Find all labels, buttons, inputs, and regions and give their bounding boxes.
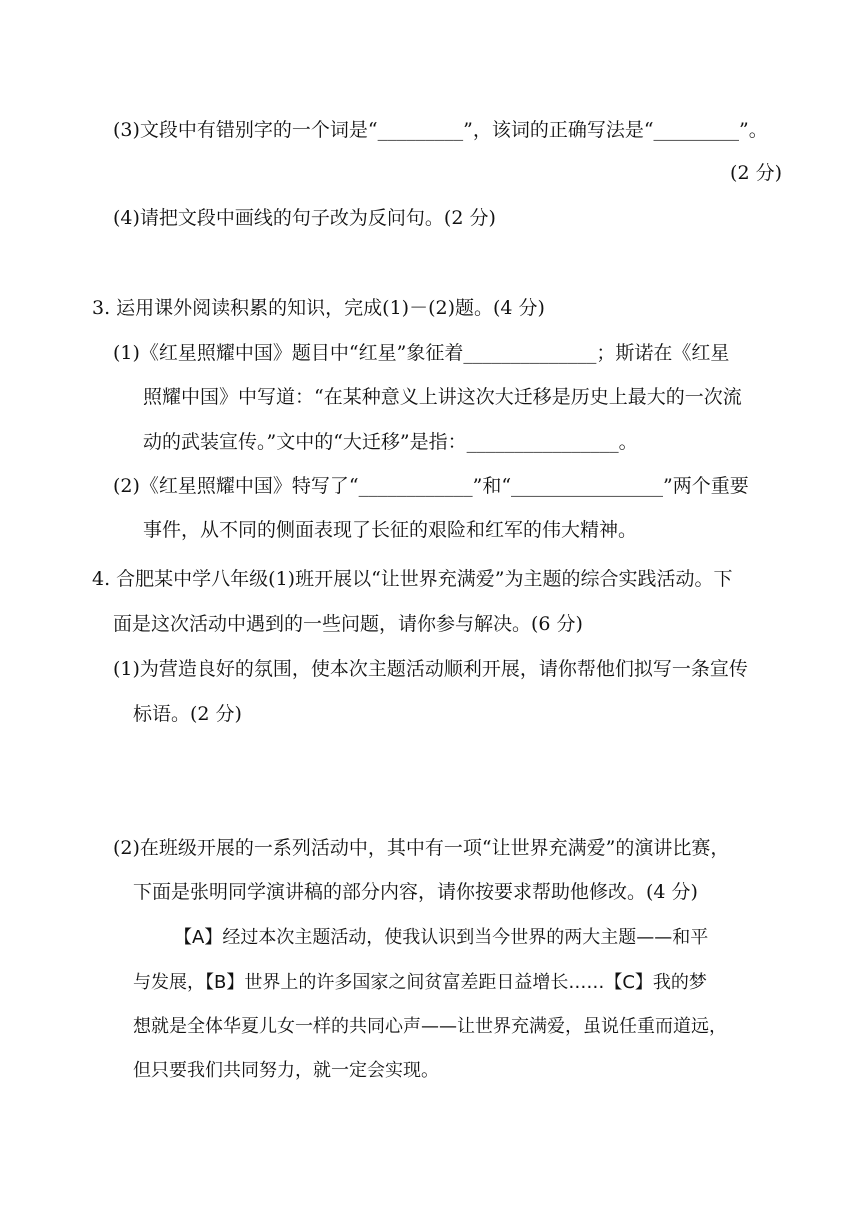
q3-sub1-line2: 照耀中国》中写道：“在某种意义上讲这次大迁移是历史上最大的一次流 bbox=[143, 386, 742, 408]
q2-sub4-text: (4)请把文段中画线的句子改为反问句。(2 分) bbox=[113, 207, 496, 229]
speech-passage-line3: 想就是全体华夏儿女一样的共同心声——让世界充满爱，虽说任重而道远， bbox=[133, 1016, 727, 1037]
q3-sub2-line1: (2)《红星照耀中国》特写了“____________”和“________________”两个重要 bbox=[113, 475, 749, 497]
speech-passage-line2: 与发展，【B】世界上的许多国家之间贫富差距日益增长……【C】我的梦 bbox=[133, 972, 707, 993]
q4-sub1-line2: 标语。(2 分) bbox=[133, 703, 242, 725]
speech-passage-line4: 但只要我们共同努力，就一定会实现。 bbox=[133, 1060, 439, 1081]
speech-passage-line1: 【A】经过本次主题活动，使我认识到当今世界的两大主题——和平 bbox=[174, 927, 709, 948]
q3-sub2-line2: 事件，从不同的侧面表现了长征的艰险和红军的伟大精神。 bbox=[143, 519, 638, 541]
q3-sub1-line1: (1)《红星照耀中国》题目中“红星”象征着______________；斯诺在《红星 bbox=[113, 342, 730, 364]
q4-sub2-line1: (2)在班级开展的一系列活动中，其中有一项“让世界充满爱”的演讲比赛， bbox=[113, 837, 730, 859]
q3-sub1-line3: 动的武装宣传。”文中的“大迁移”是指：________________。 bbox=[143, 431, 638, 453]
q4-sub1-line1: (1)为营造良好的氛围，使本次主题活动顺利开展，请你帮他们拟写一条宣传 bbox=[113, 658, 748, 680]
q4-stem-line1: 4. 合肥某中学八年级(1)班开展以“让世界充满爱”为主题的综合实践活动。下 bbox=[92, 568, 733, 590]
q3-stem: 3. 运用课外阅读积累的知识，完成(1)－(2)题。(4 分) bbox=[92, 297, 545, 319]
q2-sub3-score: (2 分) bbox=[730, 162, 782, 184]
q4-stem-line2: 面是这次活动中遇到的一些问题，请你参与解决。(6 分) bbox=[113, 613, 583, 635]
q2-sub3-text: (3)文段中有错别字的一个词是“_________”，该词的正确写法是“_________”。 bbox=[113, 119, 768, 141]
q4-sub2-line2: 下面是张明同学演讲稿的部分内容，请你按要求帮助他修改。(4 分) bbox=[133, 881, 698, 903]
